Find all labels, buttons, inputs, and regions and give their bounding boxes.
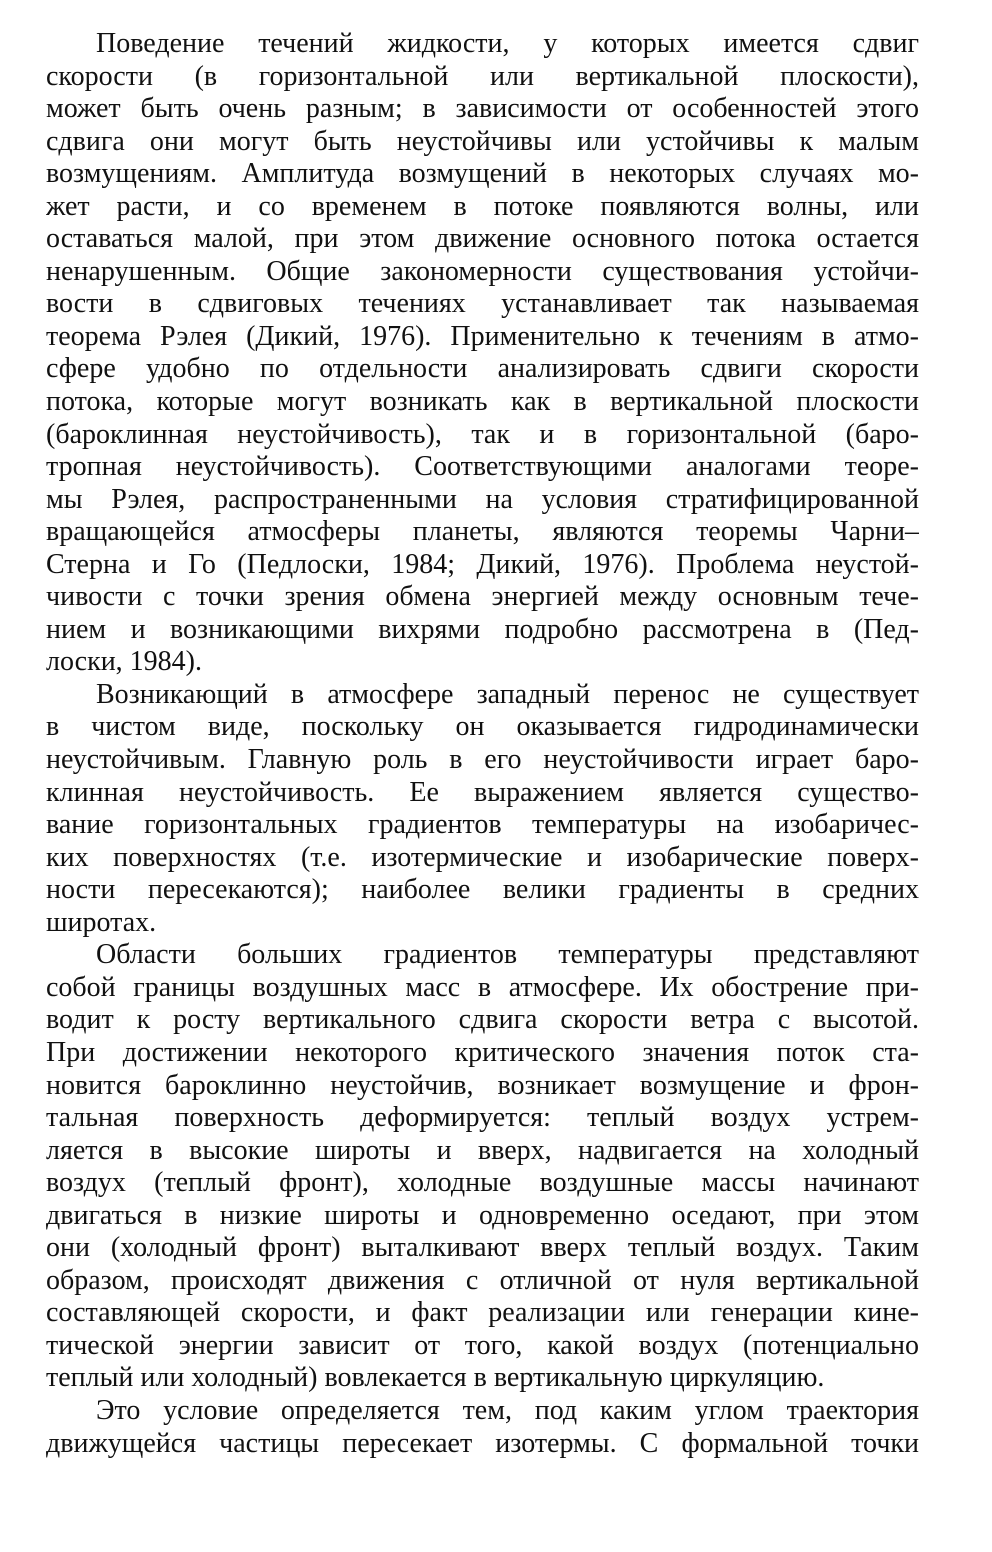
text-line: ненарушенным. Общие закономерности существования устойчи- [46, 255, 919, 287]
text-line: возмущениям. Амплитуда возмущений в некоторых случаях мо- [46, 158, 919, 190]
text-line: движущейся частицы пересекает изотермы. С формальной точки [46, 1427, 919, 1459]
text-line: скорости (в горизонтальной или вертикальной плоскости), [46, 60, 919, 92]
text-line: клинная неустойчивость. Ее выражением является существо- [46, 776, 919, 808]
text-line: чивости с точки зрения обмена энергией между основным тече- [46, 581, 919, 613]
text-line: вости в сдвиговых течениях устанавливает так называемая [46, 288, 919, 320]
text-line: воздух (теплый фронт), холодные воздушные массы начинают [46, 1167, 919, 1199]
text-line: мы Рэлея, распространенными на условия стратифицированной [46, 483, 919, 515]
paragraph-3 [46, 939, 919, 1395]
paragraph-4 [46, 1395, 919, 1460]
text-line: в чистом виде, поскольку он оказывается гидродинамически [46, 711, 919, 743]
paragraph-2 [46, 679, 919, 939]
book-page [46, 28, 919, 1460]
text-line: лоски, 1984). [46, 646, 203, 678]
text-line: вращающейся атмосферы планеты, являются теоремы Чарни– [46, 516, 919, 548]
text-line: Области больших градиентов температуры представляют [96, 939, 919, 971]
text-line: водит к росту вертикального сдвига скорости ветра с высотой. [46, 1004, 919, 1036]
text-line: Возникающий в атмосфере западный перенос не существует [96, 678, 919, 710]
text-line: нием и возникающими вихрями подробно рассмотрена в (Пед- [46, 613, 919, 645]
text-line: ких поверхностях (т.е. изотермические и изобарические поверх- [46, 841, 919, 873]
text-line: собой границы воздушных масс в атмосфере. Их обострение при- [46, 971, 919, 1003]
text-line: теплый или холодный) вовлекается в вертикальную циркуляцию. [46, 1362, 825, 1394]
text-line: неустойчивым. Главную роль в его неустойчивости играет баро- [46, 744, 919, 776]
text-line: тической энергии зависит от того, какой воздух (потенциально [46, 1329, 919, 1361]
text-line: тропная неустойчивость). Соответствующими аналогами теоре- [46, 451, 919, 483]
text-line: Это условие определяется тем, под каким углом траектория [96, 1394, 919, 1426]
text-line: может быть очень разным; в зависимости от особенностей этого [46, 93, 919, 125]
text-line: сфере удобно по отдельности анализировать сдвиги скорости [46, 353, 919, 385]
text-line: вание горизонтальных градиентов температуры на изобаричес- [46, 809, 919, 841]
text-line: они (холодный фронт) выталкивают вверх теплый воздух. Таким [46, 1232, 919, 1264]
text-line: потока, которые могут возникать как в вертикальной плоскости [46, 386, 919, 418]
text-line: двигаться в низкие широты и одновременно оседают, при этом [46, 1199, 919, 1231]
text-line: широтах. [46, 906, 157, 938]
text-line: ляется в высокие широты и вверх, надвигается на холодный [46, 1134, 919, 1166]
text-line: жет расти, и со временем в потоке появляются волны, или [46, 190, 919, 222]
text-line: оставаться малой, при этом движение основного потока остается [46, 223, 919, 255]
text-line: новится бароклинно неустойчив, возникает возмущение и фрон- [46, 1069, 919, 1101]
text-line: образом, происходят движения с отличной от нуля вертикальной [46, 1264, 919, 1296]
text-line: составляющей скорости, и факт реализации или генерации кине- [46, 1297, 919, 1329]
paragraph-1 [46, 28, 919, 679]
text-line: (бароклинная неустойчивость), так и в горизонтальной (баро- [46, 418, 919, 450]
text-line: При достижении некоторого критического значения поток ста- [46, 1036, 919, 1068]
text-line: Поведение течений жидкости, у которых имеется сдвиг [96, 28, 919, 59]
text-line: теорема Рэлея (Дикий, 1976). Применительно к течениям в атмо- [46, 320, 919, 352]
text-line: Стерна и Го (Педлоски, 1984; Дикий, 1976). Проблема неустой- [46, 548, 919, 580]
text-line: сдвига они могут быть неустойчивы или устойчивы к малым [46, 125, 919, 157]
text-line: тальная поверхность деформируется: теплый воздух устрем- [46, 1102, 919, 1134]
text-line: ности пересекаются); наиболее велики градиенты в средних [46, 874, 919, 906]
